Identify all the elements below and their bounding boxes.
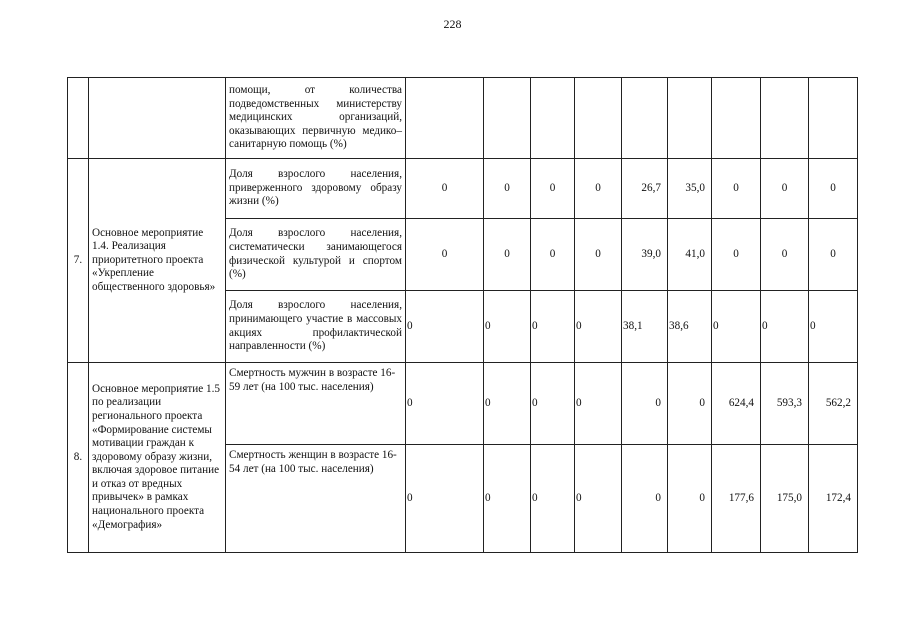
value-cell [406, 78, 484, 159]
row-number [68, 78, 89, 159]
value-cell: 0 [484, 219, 531, 291]
value-cell: 0 [761, 291, 809, 363]
value-cell: 0 [712, 291, 761, 363]
value-cell: 0 [622, 363, 668, 445]
value-cell: 177,6 [712, 445, 761, 553]
page-number: 228 [443, 17, 462, 31]
value-cell: 624,4 [712, 363, 761, 445]
table-row [68, 363, 858, 445]
event-cell: Основное мероприятие 1.5 по реализации регионального проекта «Формирование системы мотивации граждан к здоровому образу жизни, включая здоровое питание и отказ от вредных привычек» в рамках национального проекта «Демография» [89, 363, 226, 553]
event-cell: Основное мероприятие 1.4. Реализация приоритетного проекта «Укрепление общественного здоровья» [89, 159, 226, 363]
value-cell: 0 [712, 219, 761, 291]
value-cell: 26,7 [622, 159, 668, 219]
indicator-cell: Доля взрослого населения, приверженного здоровому образу жизни (%) [226, 159, 406, 219]
indicator-cell: Доля взрослого населения, систематически занимающегося физической культурой и спортом (%) [226, 219, 406, 291]
value-cell: 0 [531, 363, 575, 445]
row-number: 7. [68, 159, 89, 363]
value-cell: 35,0 [668, 159, 712, 219]
value-cell [809, 78, 858, 159]
value-cell: 175,0 [761, 445, 809, 553]
value-cell: 0 [531, 219, 575, 291]
value-cell: 0 [531, 159, 575, 219]
value-cell: 0 [484, 445, 531, 553]
value-cell [484, 78, 531, 159]
row-number: 8. [68, 363, 89, 553]
value-cell: 0 [406, 159, 484, 219]
value-cell: 0 [575, 445, 622, 553]
value-cell: 0 [622, 445, 668, 553]
value-cell: 0 [809, 219, 858, 291]
value-cell: 0 [575, 159, 622, 219]
value-cell: 0 [575, 291, 622, 363]
indicator-cell: Доля взрослого населения, принимающего участие в массовых акциях профилактической направленности (%) [226, 291, 406, 363]
value-cell: 593,3 [761, 363, 809, 445]
indicator-cell: помощи, от количества подведомственных министерству медицинских организаций, оказывающих первичную медико–санитарную помощь (%) [226, 78, 406, 159]
table-row [68, 159, 858, 219]
value-cell: 41,0 [668, 219, 712, 291]
indicators-table [67, 77, 858, 553]
value-cell: 0 [531, 445, 575, 553]
value-cell: 0 [406, 219, 484, 291]
value-cell [712, 78, 761, 159]
value-cell [761, 78, 809, 159]
value-cell: 0 [712, 159, 761, 219]
value-cell: 0 [668, 445, 712, 553]
value-cell: 0 [575, 219, 622, 291]
value-cell [575, 78, 622, 159]
value-cell: 172,4 [809, 445, 858, 553]
event-cell [89, 78, 226, 159]
value-cell: 0 [406, 445, 484, 553]
value-cell: 0 [531, 291, 575, 363]
value-cell: 0 [484, 363, 531, 445]
value-cell [531, 78, 575, 159]
value-cell: 562,2 [809, 363, 858, 445]
value-cell: 0 [484, 291, 531, 363]
value-cell: 0 [668, 363, 712, 445]
value-cell: 0 [761, 219, 809, 291]
table-row [68, 78, 858, 159]
value-cell: 0 [809, 159, 858, 219]
value-cell: 0 [575, 363, 622, 445]
value-cell: 0 [761, 159, 809, 219]
value-cell [668, 78, 712, 159]
value-cell: 0 [484, 159, 531, 219]
value-cell: 38,6 [668, 291, 712, 363]
indicator-cell: Смертность женщин в возрасте 16-54 лет (на 100 тыс. населения) [226, 445, 406, 553]
value-cell: 0 [809, 291, 858, 363]
value-cell [622, 78, 668, 159]
value-cell: 0 [406, 291, 484, 363]
indicator-cell: Смертность мужчин в возрасте 16-59 лет (на 100 тыс. населения) [226, 363, 406, 445]
value-cell: 39,0 [622, 219, 668, 291]
value-cell: 38,1 [622, 291, 668, 363]
value-cell: 0 [406, 363, 484, 445]
